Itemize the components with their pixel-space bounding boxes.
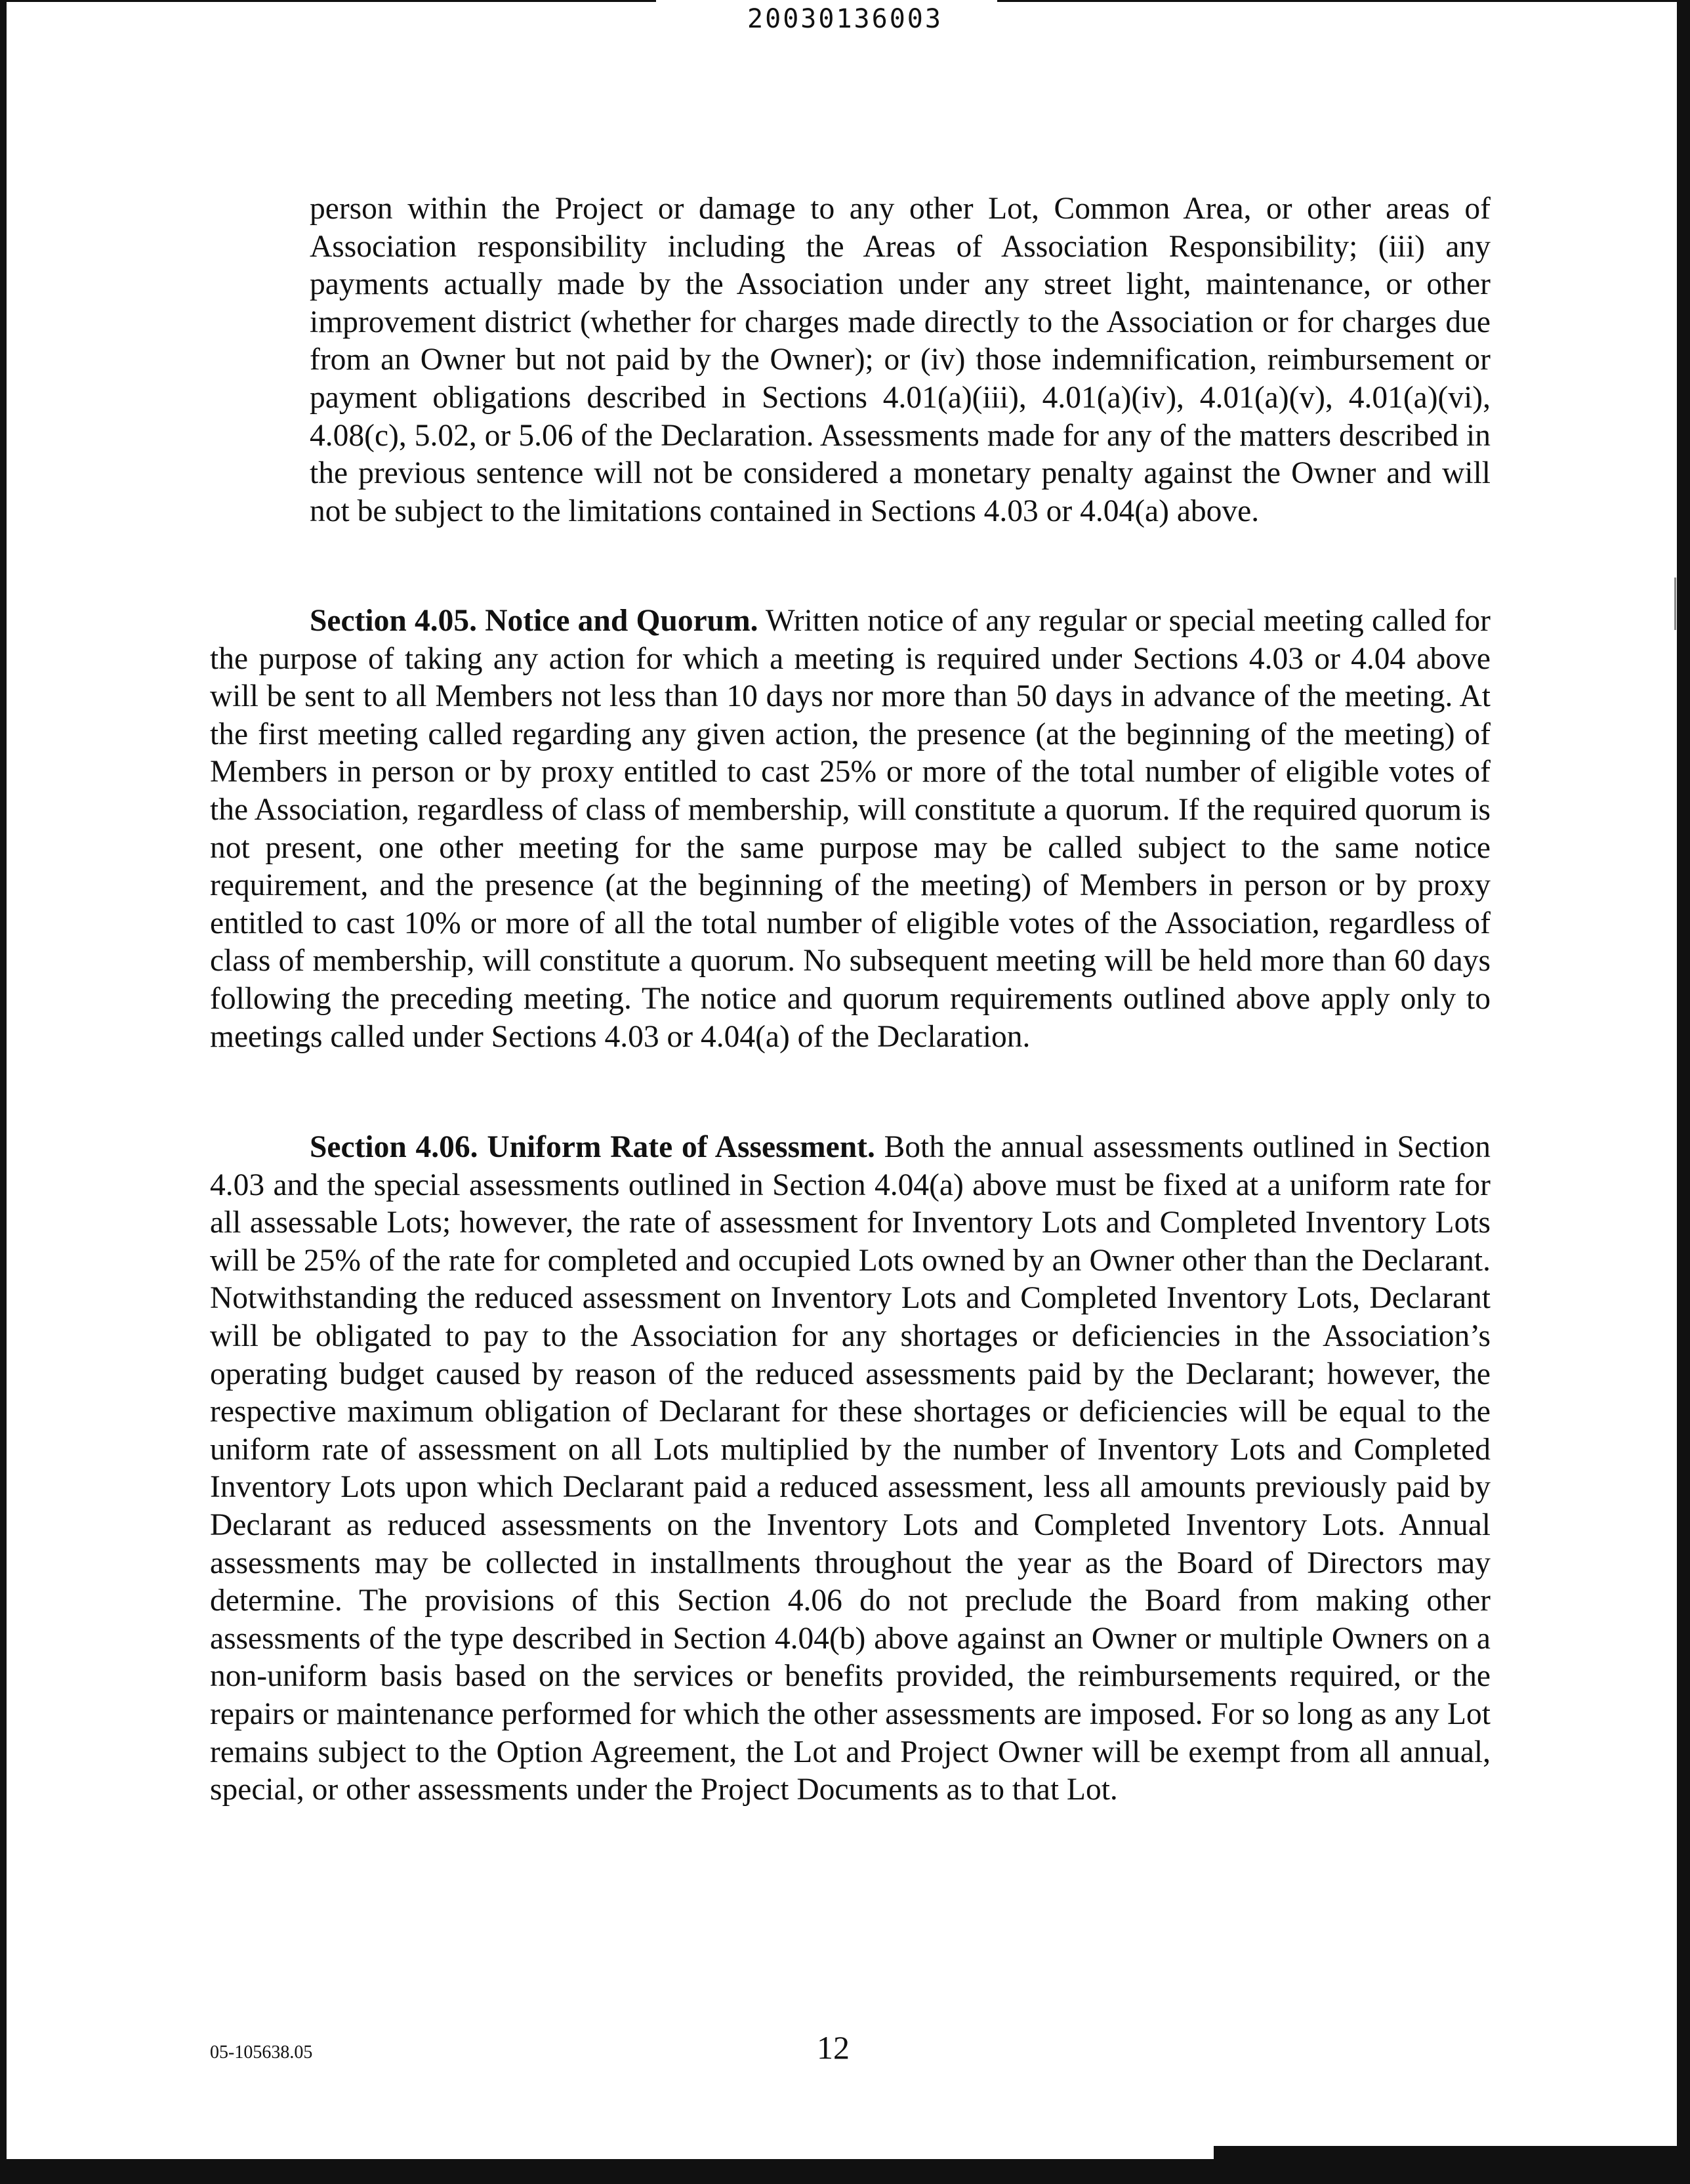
footer-file-code: 05-105638.05 — [210, 2042, 313, 2063]
section-4-06-body: Both the annual assessments outlined in Section 4.03 and the special assessments outlined in Section 4.04(a) above must be fixed at a uniform rate for all assessable Lots; however, the rate of assessment for Inventory Lots and Completed Inventory Lots will be 25% of the rate for completed and occupied Lots owned by an Owner other than the Declarant. Notwithstanding the reduced assessment on Inventory Lots and Completed Inventory Lots, Declarant will be obligated to pay to the Association for any shortages or deficiencies in the Association’s operating budget caused by reason of the reduced assessments paid by the Declarant; however, the respective maximum obligation of Declarant for these shortages or deficiencies will be equal to the uniform rate of assessment on all Lots multiplied by the number of Inventory Lots and Completed Inventory Lots upon which Declarant paid a reduced assessment, less all amounts previously paid by Declarant as reduced assessments on the Inventory Lots and Completed Inventory Lots. Annual assessments may be collected in installments throughout the year as the Board of Directors may determine. The provisions of this Section 4.06 do not preclude the Board from making other assessments of the type described in Section 4.04(b) above against an Owner or multiple Owners on a non-uniform basis based on the services or benefits provided, the reimbursements required, or the repairs or maintenance performed for which the other assessments are imposed. For so long as any Lot remains subject to the Option Agreement, the Lot and Project Owner will be exempt from all annual, special, or other assessments under the Project Documents as to that Lot. — [210, 1130, 1491, 1807]
scan-border-right — [1677, 0, 1690, 2184]
section-4-05-body: Written notice of any regular or special meeting called for the purpose of taking any action for which a meeting is required under Sections 4.03 or 4.04 above will be sent to all Members not less than 10 days nor more than 50 days in advance of the meeting. At the first meeting called regarding any given action, the presence (at the beginning of the meeting) of Members in person or by proxy entitled to cast 25% or more of the total number of eligible votes of the Association, regardless of class of membership, will constitute a quorum. If the required quorum is not present, one other meeting for the same purpose may be called subject to the same notice requirement, and the presence (at the beginning of the meeting) of Members in person or by proxy entitled to cast 10% or more of all the total number of eligible votes of the Association, regardless of class of membership, will constitute a quorum. No subsequent meeting will be held more than 60 days following the preceding meeting. The notice and quorum requirements outlined above apply only to meetings called under Sections 4.03 or 4.04(a) of the Declaration. — [210, 604, 1491, 1054]
section-4-05-heading: Section 4.05. Notice and Quorum. — [310, 604, 758, 638]
paragraph-continuation: person within the Project or damage to any other Lot, Common Area, or other areas of Association responsibility including the Areas of Association Responsibility; (iii) any payments actually made by the Association under any street light, maintenance, or other improvement district (whether for charges made directly to the Association or for charges due from an Owner but not paid by the Owner); or (iv) those indemnification, reimbursement or payment obligations described in Sections 4.01(a)(iii), 4.01(a)(iv), 4.01(a)(v), 4.01(a)(vi), 4.08(c), 5.02, or 5.06 of the Declaration. Assessments made for any of the matters described in the previous sentence will not be considered a monetary penalty against the Owner and will not be subject to the limitations contained in Sections 4.03 or 4.04(a) above. — [310, 192, 1491, 528]
section-4-05-paragraph — [210, 602, 1491, 1056]
scan-border-bottom — [0, 2159, 1690, 2184]
scan-border-left — [0, 0, 7, 2184]
scan-border-top-right — [997, 0, 1690, 2]
section-4-06-heading: Section 4.06. Uniform Rate of Assessment. — [310, 1130, 875, 1164]
scan-mark — [1674, 578, 1676, 630]
section-4-06-paragraph — [210, 1129, 1491, 1809]
scan-border-top-left — [0, 0, 656, 2]
recording-number: 20030136003 — [747, 4, 943, 34]
scan-border-bottom-step — [1214, 2146, 1677, 2159]
page-number: 12 — [817, 2029, 850, 2066]
